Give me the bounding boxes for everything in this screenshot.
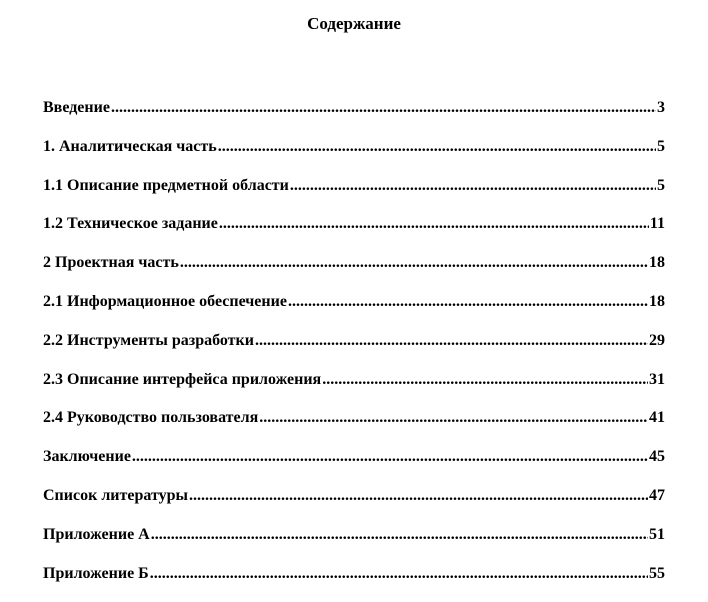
toc-entry[interactable] [43, 408, 665, 447]
toc-entry[interactable] [43, 253, 665, 292]
toc-entry-page: 41 [649, 409, 665, 427]
toc-entry[interactable] [43, 486, 665, 525]
toc-entry[interactable] [43, 98, 665, 137]
toc-dot-leader [288, 292, 648, 312]
toc-dot-leader [219, 214, 649, 234]
toc-entry-label: Приложение А [43, 525, 150, 543]
toc-dot-leader [218, 137, 656, 157]
toc-entry-label: 2 Проектная часть [43, 254, 179, 272]
toc-entry-label: 2.1 Информационное обеспечение [43, 292, 287, 310]
toc-dot-leader [322, 370, 648, 390]
toc-entry-label: Заключение [43, 448, 131, 466]
toc-entry[interactable] [43, 370, 665, 409]
toc-entry[interactable] [43, 525, 665, 564]
toc-entry-page: 5 [657, 137, 665, 155]
toc-entry-label: 1. Аналитическая часть [43, 137, 217, 155]
toc-dot-leader [259, 408, 648, 428]
toc-entry-page: 31 [649, 370, 665, 388]
toc-entry-page: 51 [649, 525, 665, 543]
toc-dot-leader [151, 525, 648, 545]
toc-entry-label: 1.1 Описание предметной области [43, 176, 289, 194]
toc-entry-page: 5 [657, 176, 665, 194]
toc-entry-label: 1.2 Техническое задание [43, 215, 218, 233]
toc-entry-label: 2.4 Руководство пользователя [43, 409, 259, 427]
toc-entry[interactable] [43, 176, 665, 215]
toc-entry-label: Приложение Б [43, 564, 149, 582]
toc-entry[interactable] [43, 292, 665, 331]
toc-entry-page: 11 [649, 215, 665, 233]
toc-entry-page: 47 [649, 486, 665, 504]
toc-dot-leader [180, 253, 648, 273]
toc-entry-label: Введение [43, 99, 110, 116]
toc-entry-label: 2.2 Инструменты разработки [43, 331, 254, 349]
toc-entry-page: 45 [649, 448, 665, 466]
toc-entry-page: 18 [649, 254, 665, 272]
toc-entry-page: 18 [649, 292, 665, 310]
toc-entry-page: 3 [657, 99, 665, 116]
toc-entry[interactable] [43, 137, 665, 176]
toc-entry-page: 55 [649, 564, 665, 582]
toc-entry[interactable] [43, 564, 665, 602]
table-of-contents [43, 98, 665, 602]
toc-dot-leader [111, 98, 656, 118]
toc-entry[interactable] [43, 447, 665, 486]
toc-dot-leader [255, 331, 648, 351]
toc-dot-leader [150, 564, 648, 584]
toc-entry-page: 29 [649, 331, 665, 349]
toc-entry-label: Список литературы [43, 486, 188, 504]
page-title: Содержание [307, 14, 401, 33]
toc-entry-label: 2.3 Описание интерфейса приложения [43, 370, 322, 388]
toc-entry[interactable] [43, 214, 665, 253]
toc-entry[interactable] [43, 331, 665, 370]
toc-dot-leader [290, 176, 656, 196]
toc-dot-leader [189, 486, 648, 506]
toc-dot-leader [132, 447, 648, 467]
